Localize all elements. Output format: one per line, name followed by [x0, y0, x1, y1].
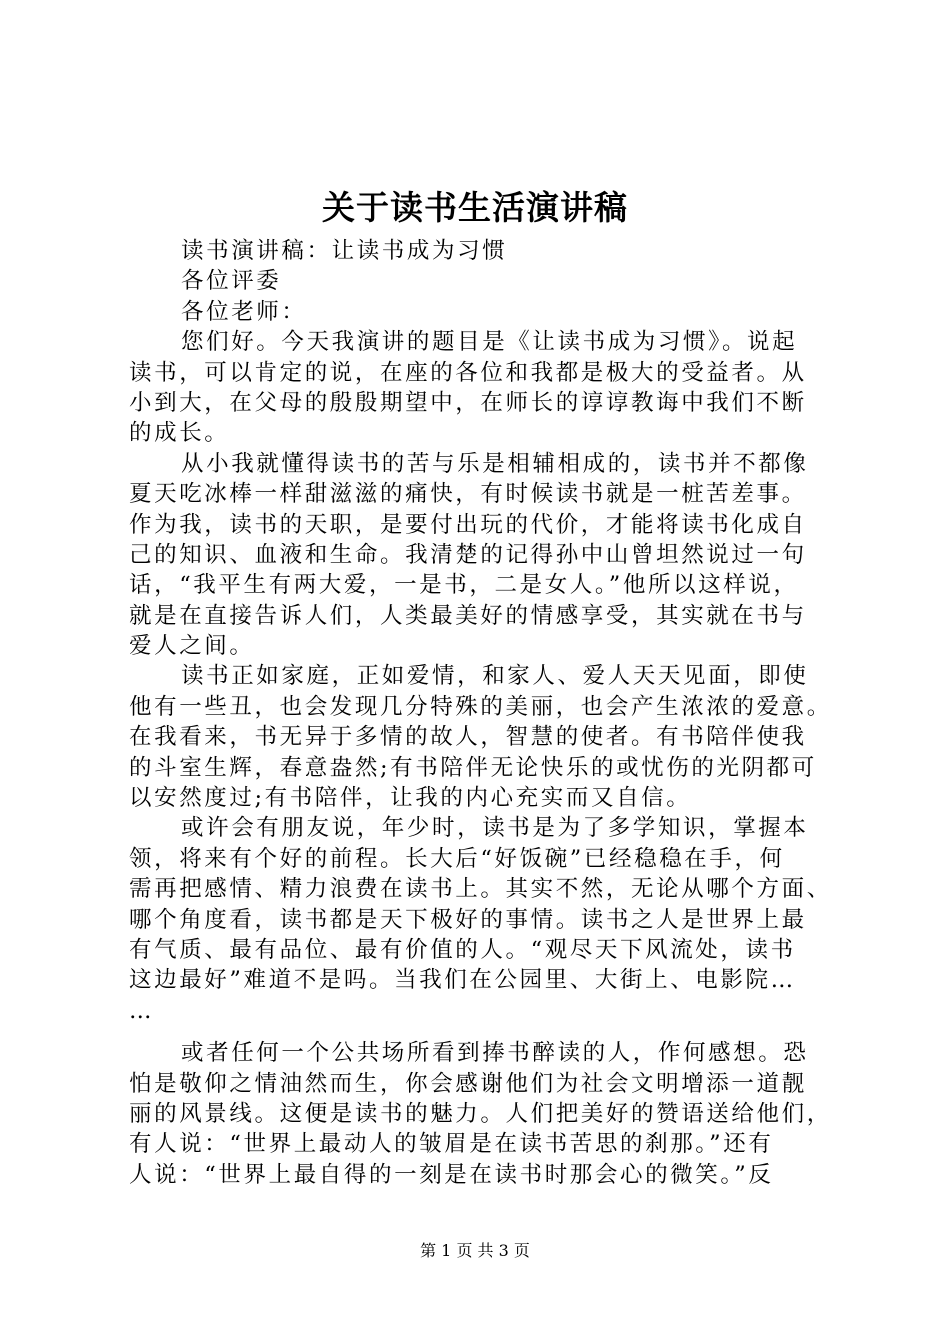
paragraph-line: 夏天吃冰棒一样甜滋滋的痛快，有时候读书就是一桩苦差事。 [129, 481, 807, 508]
paragraph-line: 哪个角度看，读书都是天下极好的事情。读书之人是世界上最 [129, 906, 807, 933]
paragraph-line: 读书正如家庭，正如爱情，和家人、爱人天天见面，即使 [181, 663, 809, 690]
paragraph-line: … [129, 997, 155, 1024]
paragraph-line: 或许会有朋友说，年少时，读书是为了多学知识，掌握本 [181, 815, 809, 842]
paragraph-line: 小到大，在父母的殷殷期望中，在师长的谆谆教诲中我们不断 [129, 389, 807, 416]
paragraph-line: 的成长。 [129, 420, 230, 447]
document-body [129, 236, 835, 1190]
text-line: 各位评委 [181, 268, 282, 295]
page-footer: 第 1 页 共 3 页 [420, 1241, 530, 1260]
text-line: 读书演讲稿：让读书成为习惯 [181, 238, 508, 264]
paragraph-line: 在我看来，书无异于多情的故人，智慧的使者。有书陪伴使我 [129, 724, 807, 751]
paragraph-line: 的斗室生辉，春意盎然;有书陪伴无论快乐的或忧伤的光阴都可 [129, 754, 817, 781]
paragraph-line: 丽的风景线。这便是读书的魅力。人们把美好的赞语送给他们， [129, 1100, 832, 1127]
paragraph-line: 有气质、最有品位、最有价值的人。“观尽天下风流处，读书 [129, 936, 796, 963]
paragraph-line: 己的知识、血液和生命。我清楚的记得孙中山曾坦然说过一句 [129, 541, 807, 568]
paragraph-line: 以安然度过;有书陪伴，让我的内心充实而又自信。 [129, 785, 692, 812]
paragraph-line: 从小我就懂得读书的苦与乐是相辅相成的，读书并不都像 [181, 450, 809, 477]
paragraph-line: 就是在直接告诉人们，人类最美好的情感享受，其实就在书与 [129, 602, 807, 629]
paragraph-line: 有人说：“世界上最动人的皱眉是在读书苦思的刹那。”还有 [129, 1131, 774, 1158]
text-line: 各位老师： [181, 298, 307, 325]
paragraph-line: 领，将来有个好的前程。长大后“好饭碗”已经稳稳在手，何 [129, 845, 785, 872]
paragraph-line: 需再把感情、精力浪费在读书上。其实不然，无论从哪个方面、 [129, 876, 832, 903]
paragraph-line: 这边最好”难道不是吗。当我们在公园里、大街上、电影院… [129, 967, 796, 994]
paragraph-line: 读书，可以肯定的说，在座的各位和我都是极大的受益者。从 [129, 359, 807, 386]
paragraph-line: 作为我，读书的天职，是要付出玩的代价，才能将读书化成自 [129, 511, 807, 538]
paragraph-line: 他有一些丑，也会发现几分特殊的美丽，也会产生浓浓的爱意。 [129, 693, 832, 720]
paragraph-line: 怕是敬仰之情油然而生，你会感谢他们为社会文明增添一道靓 [129, 1070, 807, 1097]
paragraph-line: 或者任何一个公共场所看到捧书醉读的人，作何感想。恐 [181, 1040, 809, 1067]
paragraph-line: 人说：“世界上最自得的一刻是在读书时那会心的微笑。”反 [129, 1161, 774, 1188]
paragraph-line: 爱人之间。 [129, 633, 255, 660]
paragraph-line: 话，“我平生有两大爱，一是书，二是女人。”他所以这样说， [129, 572, 799, 599]
paragraph-line: 您们好。今天我演讲的题目是《让读书成为习惯》。说起 [181, 329, 798, 356]
document-title: 关于读书生活演讲稿 [322, 188, 628, 227]
